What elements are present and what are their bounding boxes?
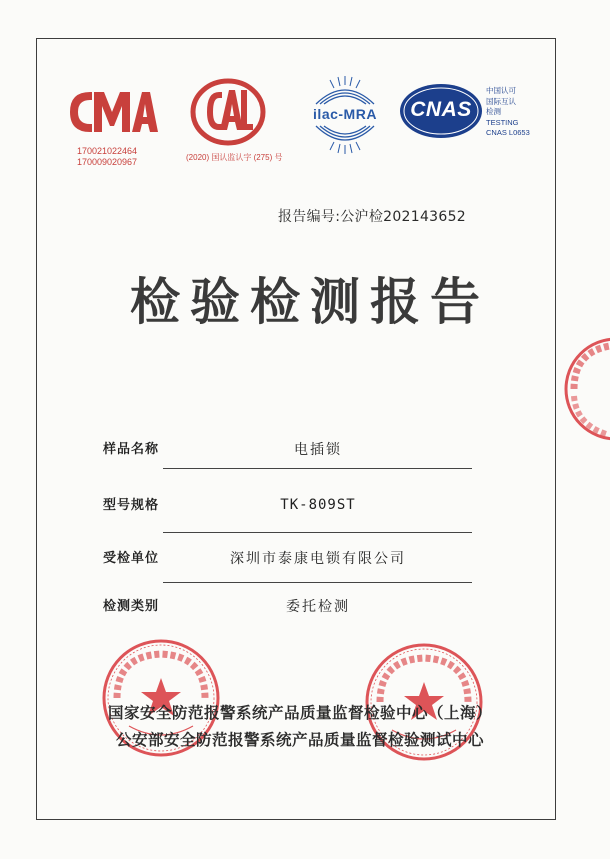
cnas-wordmark: CNAS bbox=[410, 98, 472, 121]
field-label-sample-name: 样品名称 bbox=[103, 442, 160, 457]
issuer-line-2: 公安部安全防范报警系统产品质量监督检验测试中心 bbox=[115, 730, 484, 749]
cma-number-2: 170009020967 bbox=[77, 157, 138, 167]
field-underline bbox=[163, 468, 472, 469]
field-value-test-type: 委托检测 bbox=[286, 599, 350, 615]
cnas-caption-line: 检测 bbox=[486, 107, 501, 116]
issuer-line-1: 国家安全防范报警系统产品质量监督检验中心（上海） bbox=[107, 703, 492, 722]
field-value-client: 深圳市泰康电锁有限公司 bbox=[230, 551, 406, 567]
field-label-model: 型号规格 bbox=[103, 498, 160, 513]
field-underline bbox=[163, 532, 472, 533]
cnas-caption-line: 国际互认 bbox=[486, 96, 516, 106]
cal-caption: (2020) 国认监认字 (275) 号 bbox=[186, 153, 283, 162]
ilac-mra-logo bbox=[304, 74, 386, 156]
report-title: 检验检测报告 bbox=[130, 272, 490, 331]
cnas-caption bbox=[486, 86, 530, 139]
cnas-caption-line: TESTING bbox=[486, 117, 519, 127]
field-label-client: 受检单位 bbox=[103, 551, 160, 566]
field-value-model: TK-809ST bbox=[280, 497, 356, 513]
field-value-sample-name: 电插锁 bbox=[294, 442, 342, 458]
cma-number-1: 170021022464 bbox=[77, 146, 138, 156]
field-underline bbox=[163, 582, 472, 583]
ilac-mra-wordmark: ilac-MRA bbox=[313, 106, 377, 122]
report-number: 报告编号:公沪检202143652 bbox=[278, 209, 466, 225]
cnas-caption-line: 中国认可 bbox=[486, 86, 516, 95]
cal-logo bbox=[189, 78, 267, 146]
cma-logo bbox=[66, 86, 158, 138]
edge-seal-fragment bbox=[556, 334, 610, 444]
cnas-caption-line: CNAS L0653 bbox=[486, 128, 530, 137]
field-label-test-type: 检测类别 bbox=[103, 599, 160, 614]
cnas-logo bbox=[398, 82, 484, 140]
